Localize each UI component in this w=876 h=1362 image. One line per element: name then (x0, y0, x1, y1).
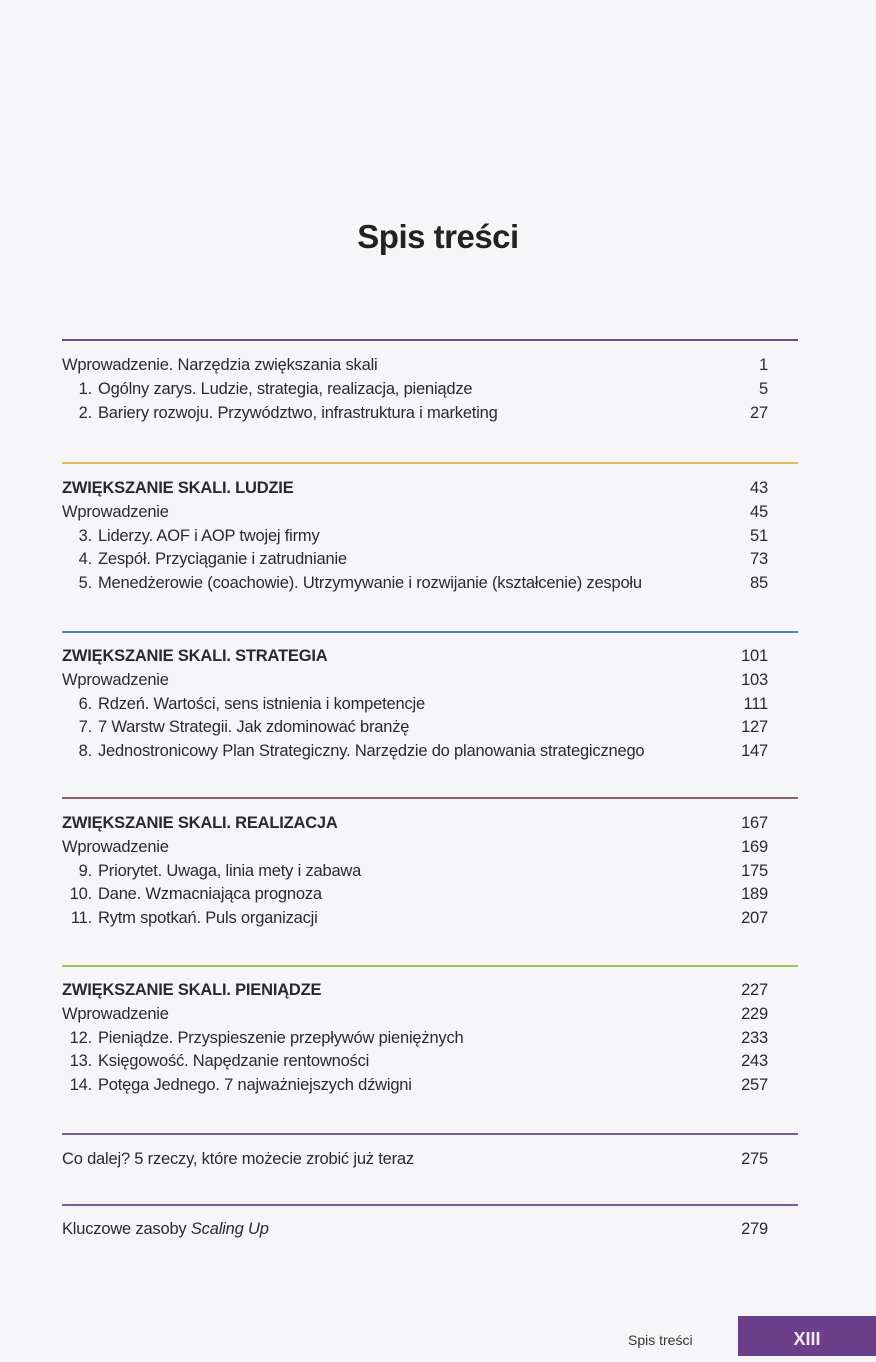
section-divider (62, 631, 798, 633)
toc-entry[interactable] (62, 1027, 768, 1049)
toc-entry[interactable] (62, 669, 768, 691)
entry-page-number: 147 (741, 742, 768, 761)
entry-title (62, 836, 169, 858)
chapter-number: 12. (69, 1028, 92, 1047)
entry-title (62, 1218, 269, 1240)
entry-title (62, 645, 327, 667)
entry-page-number: 111 (743, 694, 768, 713)
entry-label: Wprowadzenie. Narzędzia zwiększania skali (62, 356, 378, 374)
page-number: XIII (793, 1329, 821, 1349)
toc-part-heading[interactable] (62, 812, 768, 834)
entry-page-number: 1 (759, 356, 768, 374)
entry-title (62, 1074, 412, 1096)
entry-page-number: 5 (759, 379, 768, 398)
entry-title (62, 693, 425, 715)
page-title: Spis treści (357, 218, 519, 255)
entry-label: ZWIĘKSZANIE SKALI. REALIZACJA (62, 814, 338, 832)
entry-label: Rytm spotkań. Puls organizacji (98, 909, 318, 928)
entry-page-number: 229 (741, 1004, 768, 1023)
entry-label: Wprowadzenie (62, 837, 169, 856)
entry-label: Wprowadzenie (62, 502, 169, 521)
chapter-number: 4. (78, 550, 92, 569)
entry-label: Kluczowe zasoby (62, 1220, 191, 1238)
toc-entry[interactable] (62, 572, 768, 594)
entry-page-number: 233 (741, 1028, 768, 1047)
entry-title (62, 1148, 414, 1170)
entry-page-number: 243 (741, 1052, 768, 1071)
entry-title (62, 860, 361, 882)
entry-title (62, 907, 318, 929)
entry-label: Priorytet. Uwaga, linia mety i zabawa (98, 861, 362, 880)
entry-title (62, 572, 642, 594)
toc-entry[interactable] (62, 1074, 768, 1096)
entry-title (62, 525, 320, 547)
toc-entry[interactable] (62, 883, 768, 905)
chapter-number: 11. (70, 909, 92, 928)
entry-label: Menedżerowie (coachowie). Utrzymywanie i rozwijanie (kształcenie) zespołu (98, 574, 642, 593)
toc-entry[interactable] (62, 402, 768, 424)
entry-title (62, 378, 472, 400)
page-number-box (738, 1316, 876, 1356)
chapter-number: 7. (78, 718, 92, 737)
toc-entry[interactable] (62, 548, 768, 570)
entry-page-number: 207 (741, 909, 768, 928)
entry-label: Wprowadzenie (62, 1004, 169, 1023)
entry-label: Pieniądze. Przyspieszenie przepływów pieniężnych (98, 1028, 464, 1047)
toc-part-heading[interactable] (62, 979, 768, 1001)
entry-label: Co dalej? 5 rzeczy, które możecie zrobić już teraz (62, 1150, 414, 1168)
section-divider (62, 797, 798, 799)
entry-title (62, 669, 169, 691)
entry-label: Jednostronicowy Plan Strategiczny. Narzędzie do planowania strategicznego (98, 742, 645, 761)
toc-entry[interactable] (62, 1050, 768, 1072)
chapter-number: 14. (69, 1076, 92, 1095)
entry-label: Bariery rozwoju. Przywództwo, infrastruktura i marketing (98, 403, 498, 422)
entry-title (62, 716, 409, 738)
entry-title (62, 548, 347, 570)
toc-part-heading[interactable] (62, 645, 768, 667)
entry-title (62, 501, 169, 523)
entry-page-number: 73 (750, 550, 768, 569)
entry-title (62, 979, 321, 1001)
toc-entry[interactable] (62, 693, 768, 715)
running-footer-label: Spis treści (628, 1332, 693, 1348)
entry-title (62, 1027, 464, 1049)
entry-label: Liderzy. AOF i AOP twojej firmy (98, 526, 320, 545)
chapter-number: 13. (69, 1052, 92, 1071)
toc-entry[interactable] (62, 860, 768, 882)
entry-page-number: 275 (741, 1150, 768, 1168)
section-divider (62, 339, 798, 341)
chapter-number: 10. (69, 885, 92, 904)
toc-entry[interactable] (62, 378, 768, 400)
entry-page-number: 51 (750, 526, 768, 545)
entry-page-number: 43 (750, 479, 768, 497)
entry-page-number: 257 (741, 1076, 768, 1095)
entry-label: 7 Warstw Strategii. Jak zdominować branżę (98, 718, 410, 737)
toc-entry[interactable] (62, 836, 768, 858)
entry-label: ZWIĘKSZANIE SKALI. PIENIĄDZE (62, 981, 322, 999)
toc-entry[interactable] (62, 525, 768, 547)
entry-page-number: 27 (750, 403, 768, 422)
entry-title (62, 812, 338, 834)
entry-title (62, 740, 644, 762)
section-divider (62, 1204, 798, 1206)
entry-label-italic: Scaling Up (190, 1220, 269, 1238)
chapter-number: 9. (78, 861, 92, 880)
entry-title (62, 883, 322, 905)
entry-label: Potęga Jednego. 7 najważniejszych dźwigni (98, 1076, 412, 1095)
section-divider (62, 462, 798, 464)
entry-label: ZWIĘKSZANIE SKALI. LUDZIE (62, 479, 294, 497)
chapter-number: 2. (78, 403, 92, 422)
entry-page-number: 189 (741, 885, 768, 904)
toc-entry[interactable] (62, 1218, 768, 1240)
toc-entry[interactable] (62, 907, 768, 929)
entry-page-number: 101 (741, 647, 768, 665)
entry-title (62, 1050, 369, 1072)
section-divider (62, 965, 798, 967)
entry-page-number: 167 (741, 814, 768, 832)
toc-entry[interactable] (62, 1148, 768, 1170)
entry-page-number: 85 (750, 574, 768, 593)
chapter-number: 1. (78, 379, 92, 398)
toc-entry[interactable] (62, 354, 768, 376)
entry-page-number: 169 (741, 837, 768, 856)
chapter-number: 6. (78, 694, 92, 713)
entry-label: Rdzeń. Wartości, sens istnienia i kompetencje (98, 694, 425, 713)
entry-title (62, 402, 498, 424)
entry-page-number: 279 (741, 1220, 768, 1238)
entry-label: Ogólny zarys. Ludzie, strategia, realizacja, pieniądze (98, 379, 473, 398)
entry-label: ZWIĘKSZANIE SKALI. STRATEGIA (62, 647, 328, 665)
entry-page-number: 127 (741, 718, 768, 737)
chapter-number: 8. (78, 742, 92, 761)
entry-page-number: 227 (741, 981, 768, 999)
entry-page-number: 45 (750, 502, 768, 521)
section-divider (62, 1133, 798, 1135)
toc-entry[interactable] (62, 1003, 768, 1025)
toc-entry[interactable] (62, 740, 768, 762)
toc-part-heading[interactable] (62, 477, 768, 499)
chapter-number: 5. (78, 574, 92, 593)
entry-title (62, 1003, 169, 1025)
entry-page-number: 175 (741, 861, 768, 880)
toc-entry[interactable] (62, 501, 768, 523)
entry-title (62, 354, 378, 376)
entry-label: Dane. Wzmacniająca prognoza (98, 885, 322, 904)
entry-label: Księgowość. Napędzanie rentowności (98, 1052, 370, 1071)
entry-label: Wprowadzenie (62, 670, 169, 689)
chapter-number: 3. (78, 526, 92, 545)
entry-page-number: 103 (741, 670, 768, 689)
entry-label: Zespół. Przyciąganie i zatrudnianie (98, 550, 347, 569)
entry-title (62, 477, 294, 499)
toc-entry[interactable] (62, 716, 768, 738)
